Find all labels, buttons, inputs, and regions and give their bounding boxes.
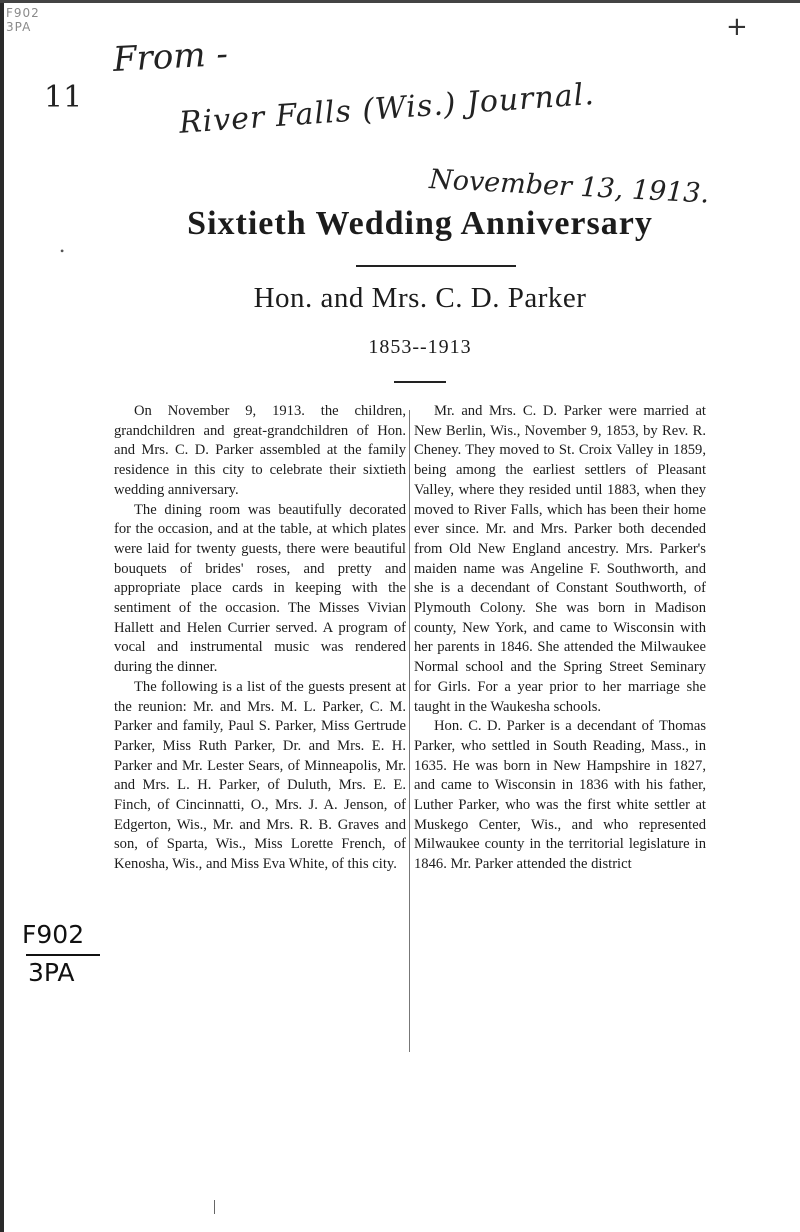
handwritten-source: River Falls (Wis.) Journal. <box>178 76 596 141</box>
years-rule <box>394 381 446 383</box>
handwritten-date: November 13, 1913. <box>428 164 710 210</box>
handwritten-mark: 11 <box>44 80 83 115</box>
corner-stamp-line-2: 3PA <box>6 20 32 34</box>
paragraph: The dining room was beautifully decorated for the occasion, and at the table, at which plates were laid for twenty guests, there were beautiful bouquets of brides' roses, and pretty and appropriate place cards in keeping with the sentiment of the occasion. The Misses Vivian Hallett and Helen Currier served. A program of vocal and instrumental music was rendered during the dinner. <box>114 501 406 676</box>
paragraph: Hon. C. D. Parker is a decendant of Thomas Parker, who settled in South Reading, Mass., in 1635. He was born in New Hampshire in 1827, and came to Wisconsin in 1836 with his father, Luther Parker, who was the first white settler at Muskego Center, Wis., and who represented Milwaukee county in the territorial legislature in 1846. Mr. Parker attended the district <box>414 718 706 873</box>
article-column-left <box>114 402 406 875</box>
paragraph: On November 9, 1913. the children, grandchildren and great-grandchildren of Hon. and Mrs. C. D. Parker assembled at the family residence in this city to celebrate their sixtieth wedding anniversary. <box>114 403 406 498</box>
plus-mark: + <box>726 12 748 42</box>
file-number: F902 <box>22 920 85 949</box>
file-code: 3PA <box>28 958 75 987</box>
title-rule <box>356 265 516 267</box>
bottom-tick-mark <box>214 1200 215 1214</box>
corner-stamp-line-1: F902 <box>6 6 40 20</box>
column-divider <box>409 410 410 1052</box>
paragraph: The following is a list of the guests present at the reunion: Mr. and Mrs. M. L. Parker, C. M. Parker and family, Paul S. Parker, Miss Gertrude Parker, Miss Ruth Parker, Dr. and Mrs. E. H. Parker and Mr. Lester Sears, of Minneapolis, Mr. and Mrs. L. H. Parker, of Duluth, Mrs. E. E. Finch, of Cincinnatti, O., Mrs. J. A. Jenson, of Edgerton, Wis., Mr. and Mrs. R. B. Graves and son, of Sparta, Wis., Miss Lorette French, of Kenosha, Wis., and Miss Eva White, of this city. <box>114 678 406 873</box>
scan-edge-top <box>0 0 800 3</box>
article-subtitle: Hon. and Mrs. C. D. Parker <box>253 282 587 314</box>
article-years: 1853--1913 <box>368 336 472 358</box>
stray-dot-mark: • <box>60 244 65 258</box>
paragraph: Mr. and Mrs. C. D. Parker were married at New Berlin, Wis., November 9, 1853, by Rev. R. Cheney. They moved to St. Croix Valley in 1859, being among the earliest settlers of Pleasant Valley, where they resided until 1883, when they moved to River Falls, which has been their home ever since. Mr. and Mrs. Parker both decended from Old New England ancestry. Mrs. Parker's maiden name was Angeline F. Southworth, and she is a decendant of Constant Southworth, of Plymouth Colony. She was born in Madison county, New York, and came to Wisconsin with her parents in 1846. She attended the Milwaukee Normal school and the Spring Street Seminary for Girls. For a year prior to her marriage she taught in the Waukesha schools. <box>414 403 706 715</box>
scan-edge-left <box>0 0 4 1232</box>
corner-stamp <box>6 6 76 34</box>
article-title: Sixtieth Wedding Anniversary <box>187 205 653 242</box>
file-mark <box>22 918 100 990</box>
handwritten-from: From - <box>112 33 229 80</box>
article-column-right <box>414 402 706 875</box>
